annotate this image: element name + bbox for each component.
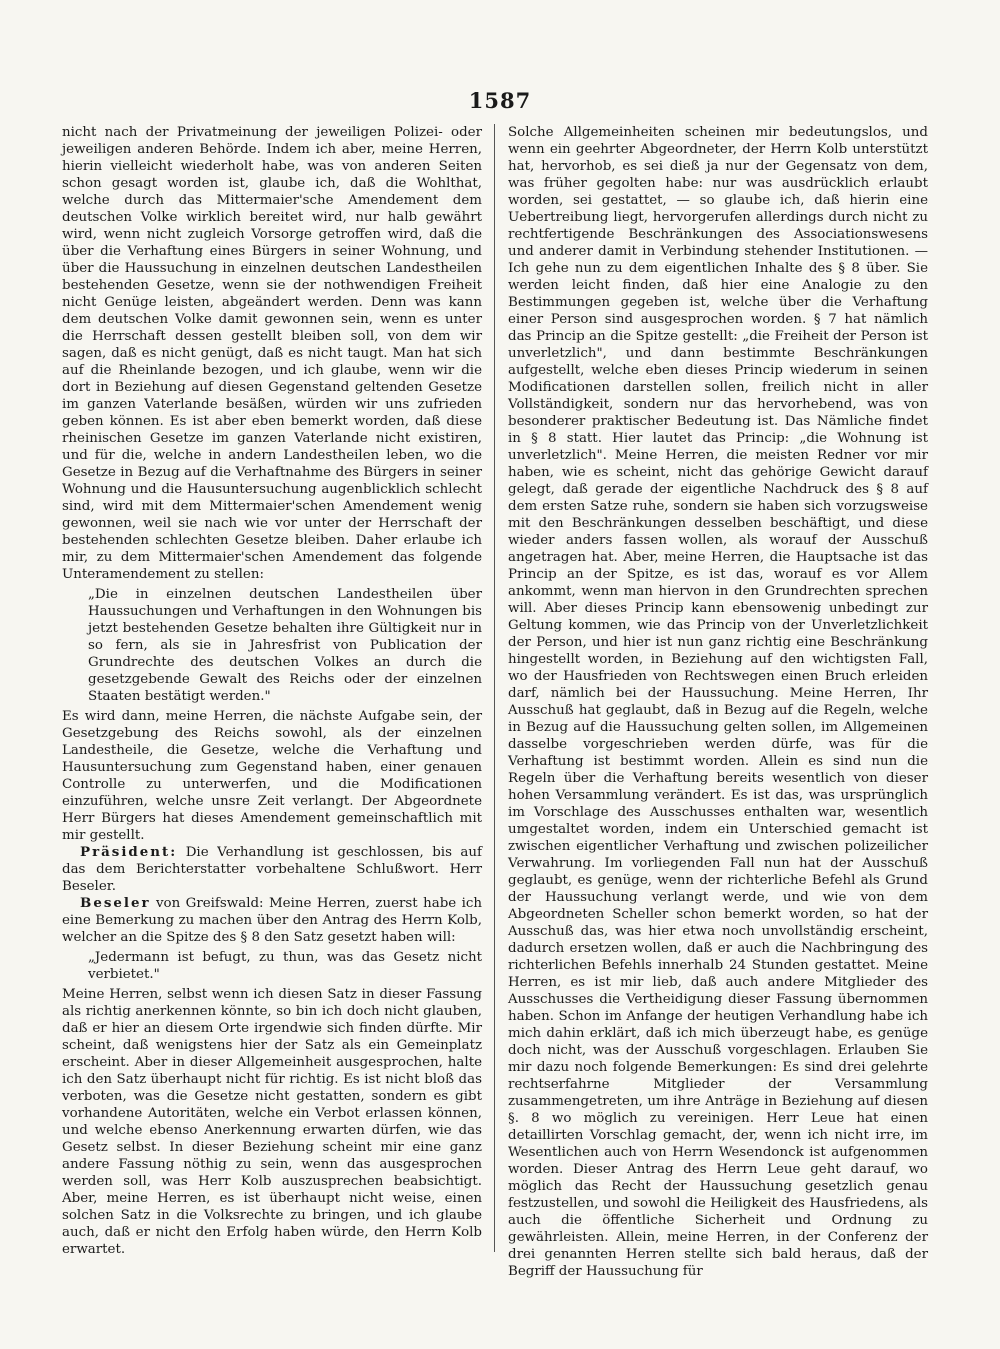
paragraph: Solche Allgemeinheiten scheinen mir bedeutungslos, und wenn ein geehrter Abgeordneter, der Herrn Kolb unterstützt hat, hervorhob, es sei dieß ja nur der Gegensatz von dem, was früher gegolten habe: nur was ausdrücklich erlaubt worden, sei gestattet, — so glaube ich, daß hierin eine Uebertreibung liegt, hervorgerufen allerdings durch nicht zu rechtfertigende Beschränkungen des Associationswesens und anderer damit in Verbindung stehender Institutionen. — Ich gehe nun zu dem eigentlichen Inhalte des § 8 über. Sie werden leicht finden, daß hier eine Analogie zu den Bestimmungen gegeben ist, welche über die Verhaftung einer Person sind ausgesprochen worden. § 7 hat nämlich das Princip an die Spitze gestellt: „die Freiheit der Person ist unverletzlich", und dann bestimmte Beschränkungen aufgestellt, welche eben dieses Princip wiederum in seinen Modificationen darstellen sollen, freilich nicht in aller Vollständigkeit, sondern nur das hervorhebend, was von besonderer praktischer Bedeutung ist. Das Nämliche findet in § 8 statt. Hier lautet das Princip: „die Wohnung ist unverletzlich". Meine Herren, die meisten Redner vor mir haben, wie es scheint, nicht das gehörige Gewicht darauf gelegt, daß gerade der eigentliche Nachdruck des § 8 auf dem ersten Satze ruhe, sondern sie haben sich vorzugsweise mit den Beschränkungen desselben beschäftigt, und diese wieder anders fassen wollen, als worauf der Ausschuß angetragen hat. Aber, meine Herren, die Hauptsache ist das Princip an der Spitze, es ist das, worauf es vor Allem ankommt, wenn man hiervon in den Grundrechten sprechen will. Aber dieses Princip kann ebensowenig unbedingt zur Geltung kommen, wie das Princip von der Unverletzlichkeit der Person, und hier ist nun ganz richtig eine Beschränkung hingestellt worden, in Beziehung auf den wichtigsten Fall, wo der Hausfrieden von Rechtswegen einen Bruch erleiden darf, nämlich bei der Haussuchung. Meine Herren, Ihr Ausschuß hat geglaubt, daß in Bezug auf die Regeln, welche in Bezug auf die Haussuchung gelten sollen, im Allgemeinen dasselbe vorgeschrieben werden dürfe, was für die Verhaftung ist bestimmt worden. Allein es sind nun die Regeln über die Verhaftung bereits wesentlich von dieser hohen Versammlung verändert. Es ist das, was ursprünglich im Vorschlage des Ausschusses enthalten war, wesentlich umgestaltet worden, indem ein Unterschied gemacht ist zwischen eigentlicher Verhaftung und zwischen polizeilicher Verwahrung. Im vorliegenden Fall nun hat der Ausschuß geglaubt, es genüge, wenn der richterliche Befehl als Grund der Haussuchung verlangt werde, und wie von dem Abgeordneten Scheller schon bemerkt worden, so hat der Ausschuß das, was hier etwa noch unvollständig erscheint, dadurch ersetzen wollen, daß er auch die Nachbringung des richterlichen Befehls innerhalb 24 Stunden gestattet. Meine Herren, es ist mir lieb, daß auch andere Mitglieder des Ausschusses die Vertheidigung dieser Fassung übernommen haben. Schon im Anfange der heutigen Verhandlung habe ich mich dahin erklärt, daß ich mich überzeugt habe, es genüge doch nicht, was der Ausschuß vorgeschlagen. Erlauben Sie mir dazu noch folgende Bemerkungen: Es sind drei gelehrte rechtserfahrne Mitglieder der Versammlung zusammengetreten, um ihre Anträge in Beziehung auf diesen §. 8 wo möglich zu vereinigen. Herr Leue hat einen detaillirten Vorschlag gemacht, der, wenn ich nicht irre, im Wesentlichen auch von Herrn Wesendonck ist aufgenommen worden. Dieser Antrag des Herrn Leue geht darauf, wo möglich das Recht der Haussuchung gesetzlich genau festzustellen, und sowohl die Heiligkeit des Hausfriedens, als auch die öffentliche Sicherheit und Ordnung zu gewährleisten. Allein, meine Herren, in der Conferenz der drei genannten Herren stellte sich bald heraus, daß der Begriff der Haussuchung für [508,125,928,1279]
quoted-proposal: „Jedermann ist befugt, zu thun, was das Gesetz nicht verbietet." [88,950,482,982]
quoted-amendment: „Die in einzelnen deutschen Landestheilen über Haussuchungen und Verhaftungen in den Wohnungen bis jetzt bestehenden Gesetze behalten ihre Gültigkeit nur in so fern, als sie in Jahresfrist von Publication der Grundrechte des deutschen Volkes an durch die gesetzgebende Gewalt des Reichs oder der einzelnen Staaten bestätigt werden." [88,587,482,704]
speech-text: von Greifswald: Meine Herren, zuerst habe ich eine Bemerkung zu machen über den Antrag des Herrn Kolb, welcher an die Spitze des § 8 den Satz gesetzt haben will: [62,896,482,945]
page-number: 1587 [468,88,532,113]
speaker-name: Präsident: [80,844,178,860]
column-divider [494,124,495,1252]
speaker-name: Beseler [80,895,151,911]
paragraph: Meine Herren, selbst wenn ich diesen Satz in dieser Fassung als richtig anerkennen könnte, so bin ich doch nicht glauben, daß er hier an diesem Orte irgendwie sich finden dürfte. Mir scheint, daß wenigstens hier der Satz als ein Gemeinplatz erscheint. Aber in dieser Allgemeinheit ausgesprochen, halte ich den Satz überhaupt nicht für richtig. Es ist nicht bloß das verboten, was die Gesetze nicht gestatten, sondern es gibt vorhandene Autoritäten, welche ein Verbot erlassen können, und welche ebenso Anerkennung erwarten dürfen, wie das Gesetz selbst. In dieser Beziehung scheint mir eine ganz andere Fassung nöthig zu sein, wenn das ausgesprochen werden soll, was Herr Kolb auszusprechen beabsichtigt. Aber, meine Herren, es ist überhaupt nicht weise, einen solchen Satz in die Volksrechte zu bringen, und ich glaube auch, daß er nicht den Erfolg haben würde, den Herrn Kolb erwartet. [62,987,482,1257]
paragraph: nicht nach der Privatmeinung der jeweiligen Polizei- oder jeweiligen anderen Behörde. Indem ich aber, meine Herren, hierin vielleicht wiederholt habe, was von anderen Seiten schon gesagt worden ist, glaube ich, daß die Wohlthat, welche durch das Mittermaier'sche Amendement dem deutschen Volke wirklich bereitet wird, nur halb gewährt wird, wenn nicht zugleich Vorsorge getroffen wird, daß die über die Verhaftung eines Bürgers in seiner Wohnung, und über die Haussuchung in einzelnen deutschen Landestheilen bestehenden Gesetze, wenn sie der nothwendigen Freiheit nicht Genüge leisten, abgeändert werden. Denn was kann dem deutschen Volke damit gewonnen sein, wenn es unter die Herrschaft dessen gestellt bleiben soll, von dem wir sagen, daß es nicht genügt, daß es nicht taugt. Man hat sich auf die Rheinlande bezogen, und ich glaube, wenn wir die dort in Beziehung auf diesen Gegenstand geltenden Gesetze im ganzen Vaterlande besäßen, würden wir uns zufrieden geben können. Es ist aber eben bemerkt worden, daß diese rheinischen Gesetze im ganzen Vaterlande nicht existiren, und für die, welche in andern Landestheilen leben, wo die Gesetze in Bezug auf die Verhaftnahme des Bürgers in seiner Wohnung und die Hausuntersuchung augenblicklich schlecht sind, wird mit dem Mittermaier'schen Amendement wenig gewonnen, weil sie nach wie vor unter der Herrschaft der bestehenden schlechten Gesetze bleiben. Daher erlaube ich mir, zu dem Mittermaier'schen Amendement das folgende Unteramendement zu stellen: [62,125,482,582]
paragraph-president [62,844,482,895]
right-column [508,124,928,1279]
paragraph: Es wird dann, meine Herren, die nächste Aufgabe sein, der Gesetzgebung des Reichs sowohl, als der einzelnen Landestheile, die Gesetze, welche die Verhaftung und Hausuntersuchung zum Gegenstand haben, einer genauen Controlle zu unterwerfen, und die Modificationen einzuführen, welche unsre Zeit verlangt. Der Abgeordnete Herr Bürgers hat dieses Amendement gemeinschaftlich mit mir gestellt. [62,709,482,843]
paragraph-beseler [62,895,482,946]
left-column [62,124,482,1264]
speech-text: Die Verhandlung ist geschlossen, bis auf das dem Berichterstatter vorbehaltene Schlußwort. Herr Beseler. [62,845,482,894]
